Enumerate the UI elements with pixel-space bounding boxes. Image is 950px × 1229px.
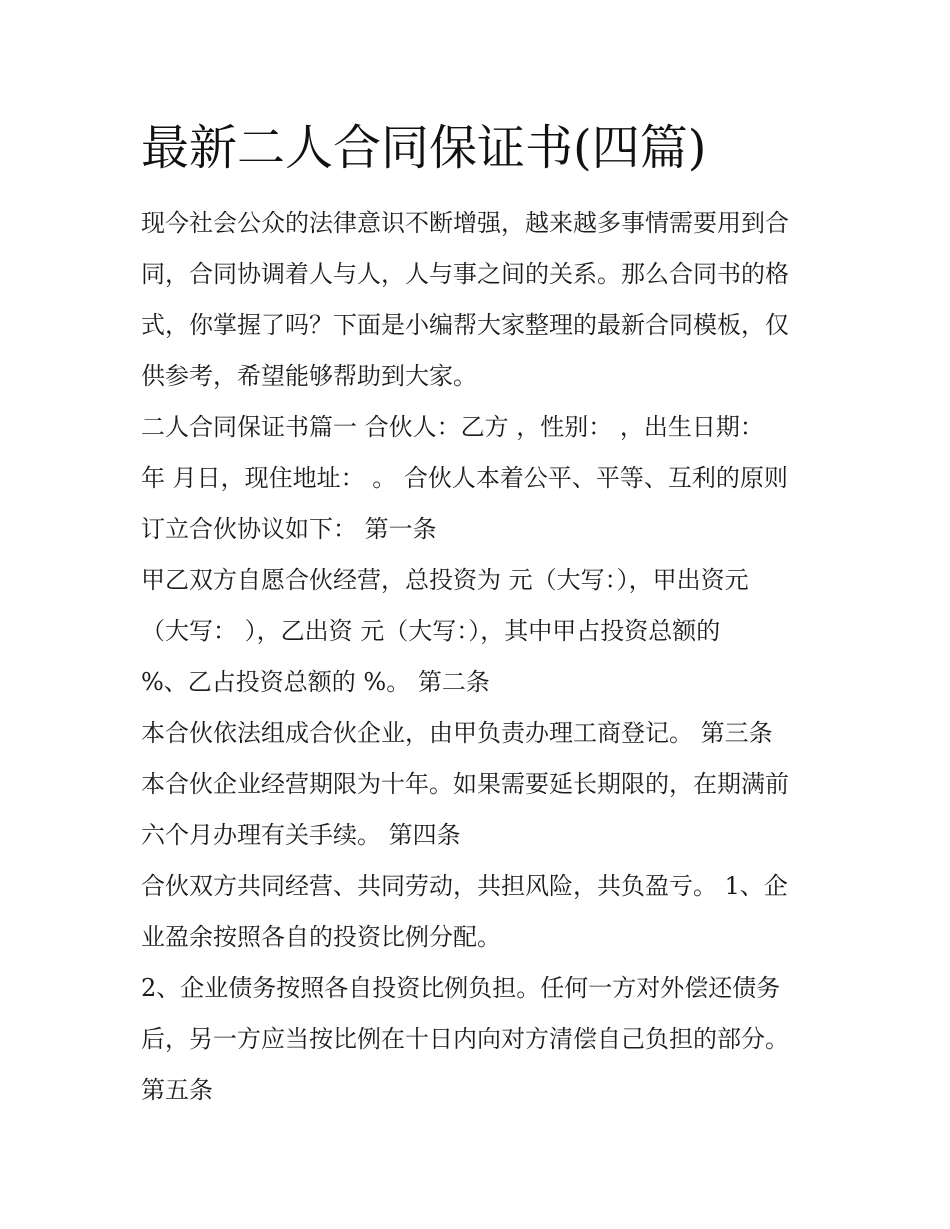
document-title: 最新二人合同保证书(四篇) [141,120,707,176]
body-line: 六个月办理有关手续。 第四条 [141,821,461,849]
body-line: （大写： ），乙出资 元（大写：），其中甲占投资总额的 [141,617,721,645]
body-line: 本合伙依法组成合伙企业，由甲负责办理工商登记。 第三条 [141,719,773,747]
body-line: 订立合伙协议如下： 第一条 [141,515,437,543]
body-line: 同，合同协调着人与人，人与事之间的关系。那么合同书的格 [141,260,789,288]
body-line: 甲乙双方自愿合伙经营，总投资为 元（大写：），甲出资元 [141,566,749,594]
document-body [141,198,821,1116]
body-line: 2、企业债务按照各自投资比例负担。任何一方对外偿还债务 [141,974,781,1002]
body-line: 合伙双方共同经营、共同劳动，共担风险，共负盈亏。 1、企 [141,872,788,900]
body-line: 供参考，希望能够帮助到大家。 [141,362,477,390]
body-line: 业盈余按照各自的投资比例分配。 [141,923,501,951]
body-line: 本合伙企业经营期限为十年。如果需要延长期限的，在期满前 [141,770,789,798]
body-line: %、乙占投资总额的 %。 第二条 [141,668,490,696]
body-line: 第五条 [141,1076,213,1104]
body-line: 二人合同保证书篇一 合伙人：乙方 ，性别： ，出生日期： [141,413,764,441]
body-line: 年 月日，现住地址： 。 合伙人本着公平、平等、互利的原则 [141,464,788,492]
body-line: 现今社会公众的法律意识不断增强，越来越多事情需要用到合 [141,209,789,237]
body-line: 后，另一方应当按比例在十日内向对方清偿自己负担的部分。 [141,1025,789,1053]
body-line: 式，你掌握了吗？下面是小编帮大家整理的最新合同模板，仅 [141,311,789,339]
